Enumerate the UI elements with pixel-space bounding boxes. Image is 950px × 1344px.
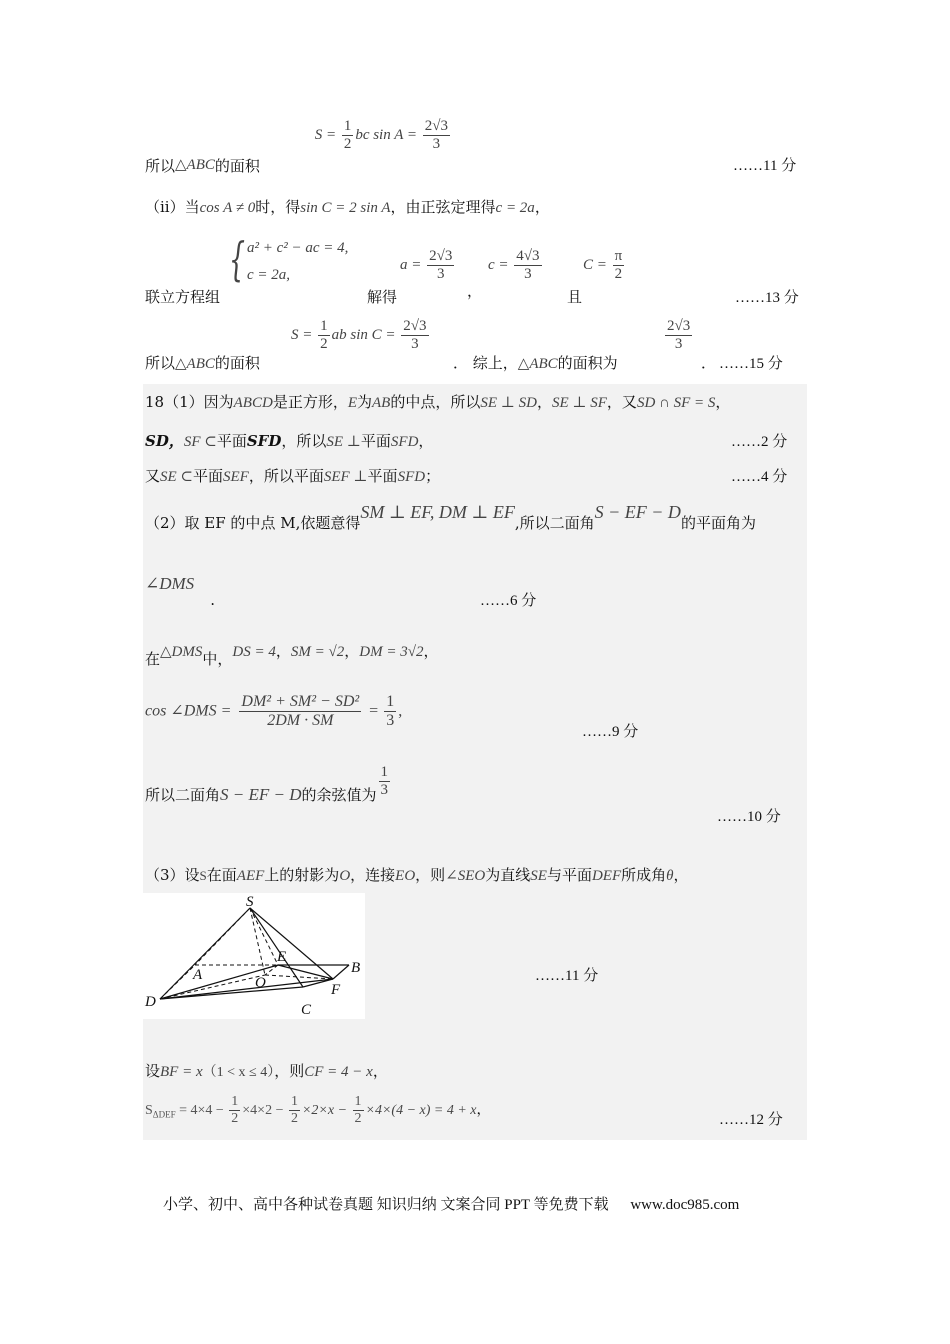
text: 所以 — [145, 157, 176, 176]
points-11-a: ……11 分 — [733, 158, 797, 174]
points-13: ……13 分 — [735, 290, 799, 306]
points-2: ……2 分 — [731, 434, 788, 450]
q18-part3-line1: （3）设S在面AEF上的射影为O，连接EO，则∠SEO为直线SE与平面DEF所成角θ， — [145, 866, 689, 884]
q18-part1-line2: SD，SF ⊂平面SFD，所以SE ⊥平面SFD， — [145, 432, 434, 450]
points-4: ……4 分 — [731, 469, 788, 485]
line-case-ii: （ii）当cos A ≠ 0时，得sin C = 2 sin A，由正弦定理得c = 2a， — [145, 198, 550, 216]
q18-part2-line1: （2）取 EF 的中点 M,依题意得SM ⊥ EF, DM ⊥ EF,所以二面角S − EF − D的平面角为 — [145, 502, 756, 532]
pyramid-diagram — [143, 893, 365, 1019]
cosine-formula: cos ∠DMS = $\frac{\text{DM² + SM² − SD²}}{2DM \cdot SM}$ = $\frac{1}{3}$ , — [145, 693, 403, 730]
line-area-abc-2: 所以△ABC的面积 S = $\frac{1}{2}$ ab sin C = $\frac{2√3}{3}$ ． 综上，△ABC的面积为 $\frac{2√3}{3}$ ． ……15 分 — [145, 318, 783, 372]
label-E: E — [277, 949, 287, 965]
area-def-formula: $S_{\Delta DEF} = 4\times 4$ − $\frac{1}{2}$ ×4×2 − $\frac{1}{2}$ ×2×x − $\frac{1}{2}$ ×4×(4 − x) = 4 + x， — [145, 1094, 491, 1127]
points-6: ……6 分 — [480, 593, 537, 609]
points-10: ……10 分 — [717, 809, 781, 825]
q18-part2-line3: 在△DMS中，DS = 4，SM = √2，DM = 3√2， — [145, 642, 439, 668]
points-11-b: ……11 分 — [535, 968, 599, 984]
text: 的面积 — [214, 157, 260, 176]
label-C: C — [301, 1002, 312, 1018]
equation-system: { a² + c² − ac = 4, c = 2a, — [229, 232, 349, 286]
q18-part3-line2: 设BF = x（1 < x ≤ 4），则CF = 4 − x， — [145, 1062, 388, 1080]
math-triangle: △ABC — [175, 157, 215, 174]
q18-part2-line2: ∠DMS. — [145, 574, 215, 609]
label-D: D — [145, 994, 156, 1010]
line-system: 联立方程组 { a² + c² − ac = 4, c = 2a, 解得 a = $\frac{2√3}{3}$ ， c = $\frac{4√3}{3}$ 且 C = $\frac{\pi}{2}$ — [145, 232, 623, 306]
area-formula: S = $\frac{1}{2}$ bc sin A = $\frac{2√3}{3}$ — [314, 118, 448, 153]
q18-part1-line3: 又SE ⊂平面SEF，所以平面SEF ⊥平面SFD； — [145, 467, 441, 485]
q18-part1-line1: 18（1）因为ABCD是正方形，E为AB的中点，所以SE ⊥ SD，SE ⊥ SF，又SD ∩ SF = S， — [145, 393, 731, 411]
footer-text: 小学、初中、高中各种试卷真题 知识归纳 文案合同 PPT 等免费下载 — [163, 1197, 609, 1213]
label-B: B — [351, 960, 361, 976]
footer — [163, 1193, 739, 1214]
pyramid-figure — [143, 893, 365, 1019]
label-F: F — [331, 982, 341, 998]
label-S: S — [246, 894, 254, 910]
label-O: O — [255, 975, 266, 991]
points-12: ……12 分 — [719, 1112, 783, 1128]
q18-part2-conclusion: 所以二面角S − EF − D的余弦值为 $\frac{1}{3}$ — [145, 764, 389, 804]
points-9: ……9 分 — [582, 724, 639, 740]
line-area-abc-1 — [145, 118, 448, 176]
footer-url[interactable]: www.doc985.com — [630, 1197, 740, 1213]
shaded-solution-block — [143, 384, 807, 1140]
label-A: A — [193, 967, 203, 983]
